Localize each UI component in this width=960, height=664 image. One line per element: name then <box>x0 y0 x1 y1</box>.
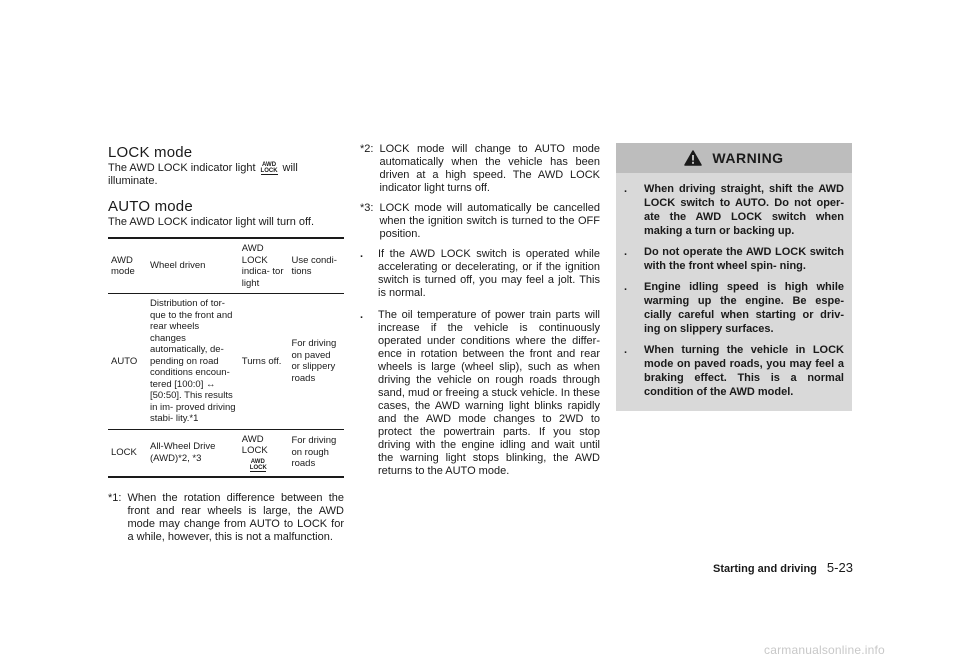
bullet-mark: . <box>360 309 364 321</box>
table-row <box>108 294 344 430</box>
bullet-mark: . <box>624 246 628 258</box>
warning-header <box>616 143 852 173</box>
table-row <box>108 429 344 477</box>
bullet-text: The oil temperature of power train parts will increase if the vehicle is continuously operated under conditions where the differ- ence in rotation between the front and rear wheels is large (wheel slip), such as when driving the vehicle on rough roads through sand, mud or freeing a stuck vehicle. In these cases, the AWD warning light blinks rapidly and the AWD mode changes to 2WD to protect the powertrain parts. If you stop driving with the engine idling and wait until the warning light stops blinking, the AWD returns to the AUTO mode. <box>378 309 600 477</box>
auto-mode-text: The AWD LOCK indicator light will turn off. <box>108 216 315 228</box>
page-footer <box>713 560 853 575</box>
warning-triangle-icon <box>684 150 702 166</box>
bullet-item <box>360 248 600 300</box>
footnote-mark: *3: <box>360 202 374 214</box>
bullet-mark: . <box>624 183 628 195</box>
right-column <box>616 143 852 411</box>
awd-lock-indicator-icon <box>261 162 278 175</box>
footnote-text: LOCK mode will change to AUTO mode automatically when the vehicle has been driven at a high speed. The AWD LOCK indicator light turns off. <box>379 143 600 194</box>
warning-item-text: When turning the vehicle in LOCK mode on paved roads, you may feel a braking effect. This is a normal condition of the AWD model. <box>644 344 844 398</box>
footnote-1 <box>108 492 344 544</box>
warning-item <box>624 182 844 238</box>
warning-title: WARNING <box>712 150 784 166</box>
footnote-mark: *2: <box>360 143 374 155</box>
awd-lock-indicator-icon <box>250 459 266 472</box>
warning-item <box>624 245 844 273</box>
lock-mode-text-before: The AWD LOCK indicator light <box>108 162 256 174</box>
table-header-cell: Wheel driven <box>147 238 239 294</box>
left-column <box>108 140 344 544</box>
awd-lock-badge-line1: AWD <box>262 162 277 168</box>
lock-mode-text-cont: illuminate. <box>108 175 158 187</box>
footer-section-title: Starting and driving <box>713 563 817 575</box>
table-cell-lock-indicator <box>239 429 289 477</box>
bullet-mark: . <box>360 248 364 260</box>
awd-lock-badge-line2: LOCK <box>249 464 267 471</box>
table-header-cell: AWD LOCK indica- tor light <box>239 238 289 294</box>
lock-mode-text-after: will <box>282 162 298 174</box>
footnote-2 <box>360 143 600 195</box>
bullet-item <box>360 309 600 478</box>
table-cell-text: AWD LOCK <box>241 433 268 456</box>
lock-mode-heading: LOCK mode <box>108 144 193 161</box>
warning-item-text: Do not operate the AWD LOCK switch with the front wheel spin- ning. <box>644 246 844 272</box>
auto-mode-heading: AUTO mode <box>108 198 193 215</box>
lock-mode-text <box>108 162 344 188</box>
table-cell: For driving on rough roads <box>288 429 344 477</box>
table-cell: AUTO <box>108 294 147 430</box>
awd-lock-badge-line2: LOCK <box>260 168 278 174</box>
warning-item <box>624 343 844 399</box>
bullet-text: If the AWD LOCK switch is operated while accelerating or decelerating, or if the ignition switch is turned off, you may feel a jolt. This is normal. <box>378 248 600 299</box>
warning-item-text: Engine idling speed is high while warming up the engine. Be espe- cially careful when starting or driv- ing on slippery surfaces. <box>644 281 844 335</box>
watermark: carmanualsonline.info <box>764 643 885 657</box>
middle-column <box>360 143 600 478</box>
awd-mode-table <box>108 237 344 478</box>
table-header-cell: Use condi- tions <box>288 238 344 294</box>
warning-item-text: When driving straight, shift the AWD LOCK switch to AUTO. Do not oper- ate the AWD LOCK switch when making a turn or backing up. <box>644 183 844 237</box>
awd-lock-badge-line1: AWD <box>250 458 265 465</box>
table-cell: For driving on paved or slippery roads <box>288 294 344 430</box>
table-cell: All-Wheel Drive (AWD)*2, *3 <box>147 429 239 477</box>
bullet-mark: . <box>624 344 628 356</box>
table-header-cell: AWD mode <box>108 238 147 294</box>
footnote-mark: *1: <box>108 491 122 504</box>
footnote-text: LOCK mode will automatically be cancelled when the ignition switch is turned to the OFF position. <box>379 202 600 240</box>
table-cell: Distribution of tor- que to the front and rear wheels changes automatically, de- pending on road conditions encoun- tered [100:0] ↔ [50:50]. This results in im- proved driving stabi- lity.*1 <box>147 294 239 430</box>
page-number: 5-23 <box>826 560 853 575</box>
table-cell: LOCK <box>108 429 147 477</box>
warning-box <box>616 143 852 411</box>
table-header-row <box>108 238 344 294</box>
table-cell: Turns off. <box>239 294 289 430</box>
footnote-3 <box>360 202 600 241</box>
footnote-text: When the rotation difference between the front and rear wheels is large, the AWD mode may change from AUTO to LOCK for a while, however, this is not a malfunction. <box>127 491 344 543</box>
bullet-mark: . <box>624 281 628 293</box>
warning-item <box>624 280 844 336</box>
